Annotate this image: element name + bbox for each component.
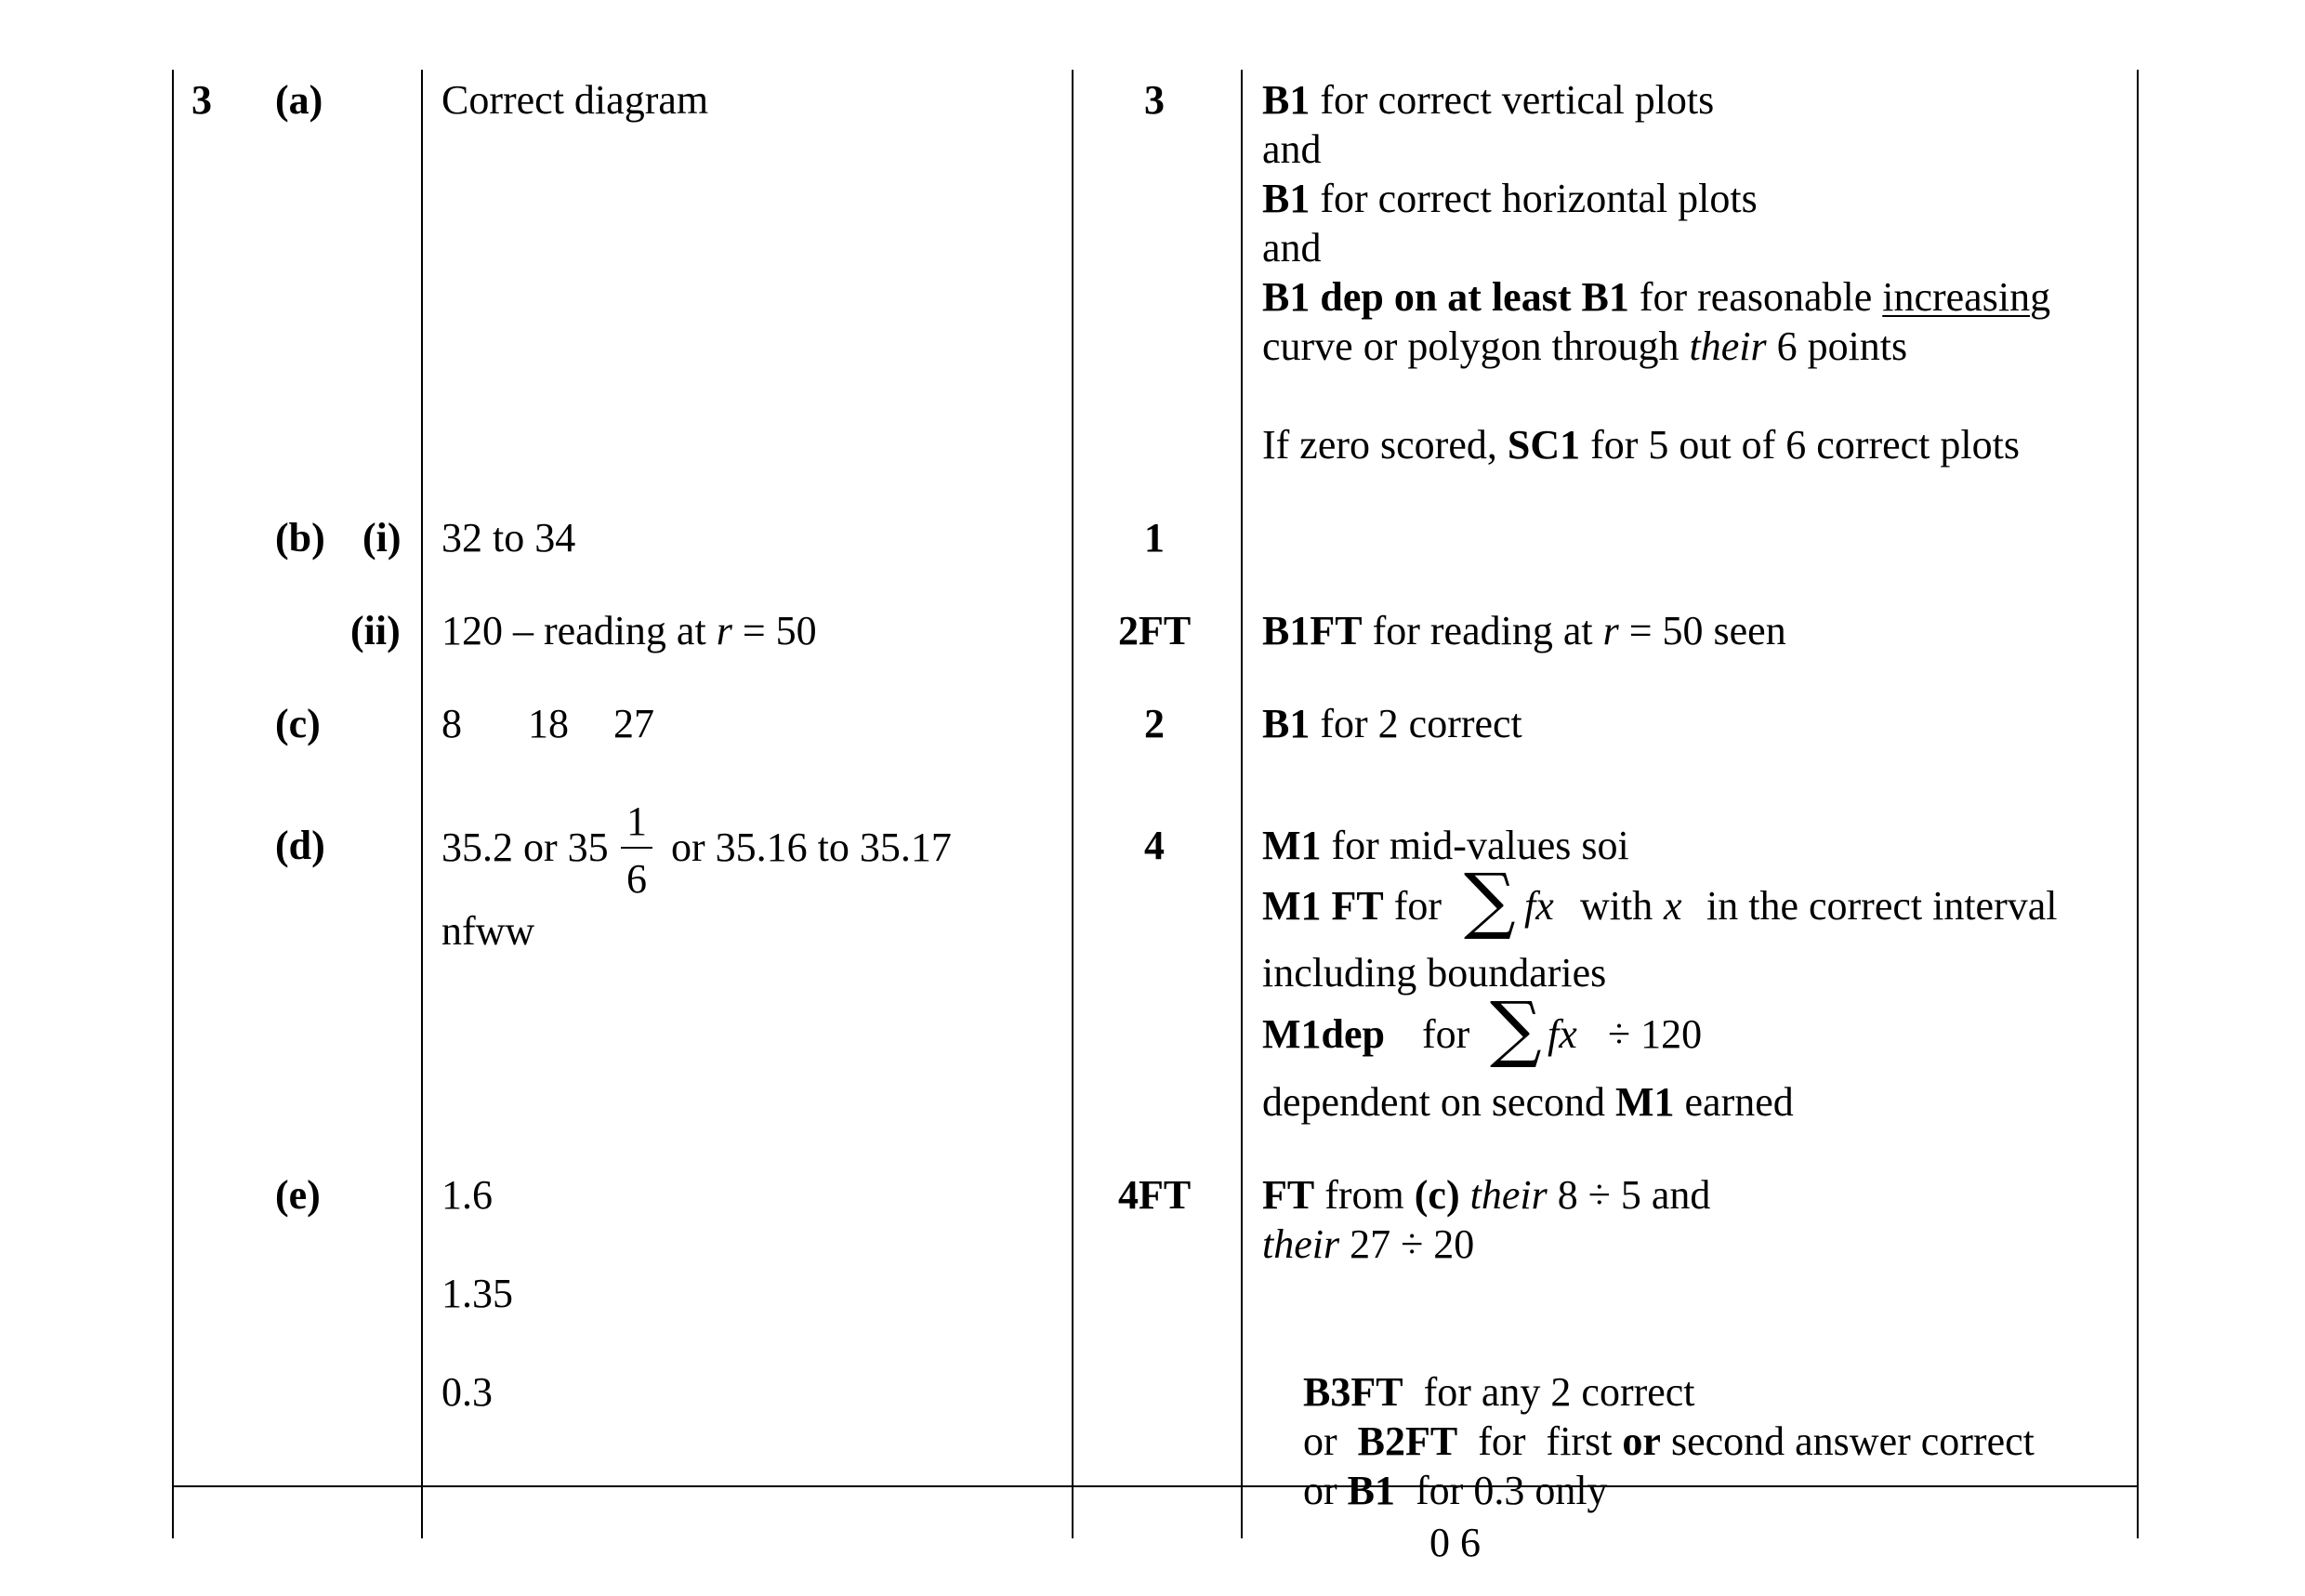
fraction-denominator: 6 <box>626 856 647 902</box>
table-border-right <box>2137 70 2139 1538</box>
fx-term: fx <box>1524 883 1554 929</box>
note-text: 8 ÷ 5 and <box>1547 1172 1711 1218</box>
for-text: for <box>1422 1011 1470 1057</box>
b2ft-code: B2FT <box>1357 1418 1458 1464</box>
column-divider-answer <box>421 70 423 1538</box>
part-ref: (c) <box>1414 1172 1460 1218</box>
sigma-symbol-2: ∑ <box>1490 987 1542 1071</box>
part-b-ii-note <box>1262 606 1786 655</box>
sc1-code: SC1 <box>1507 422 1581 468</box>
note-text: for correct vertical plots <box>1310 77 1715 123</box>
part-b-ii-label: (ii) <box>350 608 401 653</box>
note-text: curve or polygon through <box>1262 323 1690 369</box>
part-a-mark: 3 <box>1144 77 1165 123</box>
m1-code: M1 <box>1262 823 1322 868</box>
part-d-answer-a: 35.2 or 35 <box>441 824 609 870</box>
note-variable: r <box>1602 608 1619 653</box>
part-a-label: (a) <box>275 77 323 123</box>
note-text: 6 points <box>1766 323 1908 369</box>
sigma-symbol: ∑ <box>1464 859 1516 943</box>
part-d-answer-b: or 35.16 to 35.17 <box>671 824 952 870</box>
note-text: or <box>1303 1468 1348 1513</box>
note-text: for 5 out of 6 correct plots <box>1580 422 2020 468</box>
note-text: for reading at <box>1362 608 1603 653</box>
note-text: dependent on second <box>1262 1079 1615 1125</box>
ft-code: FT <box>1262 1172 1315 1218</box>
part-e-answer-3: 0.3 <box>441 1369 493 1415</box>
b1-code: B1 <box>1262 176 1311 221</box>
part-d-note-m1ft <box>1262 881 1442 930</box>
m1ft-code: M1 FT <box>1262 883 1384 929</box>
answer-variable: r <box>716 608 732 653</box>
b1-code: B1 <box>1262 701 1311 746</box>
part-a-note-and2: and <box>1262 225 1322 270</box>
part-d-note-including: including boundaries <box>1262 950 1607 996</box>
note-text: for 0.3 only <box>1395 1468 1608 1513</box>
note-text: for first <box>1457 1418 1623 1464</box>
part-a-note-dep <box>1262 272 2050 322</box>
part-d-note-mid <box>1262 821 1629 870</box>
b1-dep-code: B1 dep on at least B1 <box>1262 274 1629 320</box>
note-text: for mid-values soi <box>1321 823 1629 868</box>
note-italic: their <box>1689 323 1767 369</box>
total-marks-cutoff: 0 6 <box>1429 1520 1481 1565</box>
part-d-label: (d) <box>275 823 325 868</box>
part-a-note-zero <box>1262 420 2020 469</box>
fraction-bar <box>621 847 652 849</box>
note-text: If zero scored, <box>1262 422 1508 468</box>
part-b-i-label: (i) <box>362 515 402 561</box>
part-e-label: (e) <box>275 1172 321 1218</box>
part-c-note <box>1262 699 1522 748</box>
b1-code: B1 <box>1347 1468 1396 1513</box>
part-b-label: (b) <box>275 515 325 561</box>
m1dep-code: M1dep <box>1262 1011 1385 1057</box>
note-text: earned <box>1674 1079 1794 1125</box>
note-text: from <box>1314 1172 1415 1218</box>
part-a-note-curve <box>1262 322 1907 371</box>
fraction-numerator: 1 <box>626 798 647 844</box>
part-e-mark: 4FT <box>1118 1172 1192 1218</box>
note-text: for any 2 correct <box>1403 1369 1695 1415</box>
or-bold: or <box>1622 1418 1661 1464</box>
note-text: 27 ÷ 20 <box>1339 1221 1475 1267</box>
b1ft-code: B1FT <box>1262 608 1363 653</box>
part-e-answer-1: 1.6 <box>441 1172 493 1218</box>
interval-text: in the correct interval <box>1706 883 2058 929</box>
part-c-answer-2: 18 <box>528 701 569 746</box>
note-text: = 50 seen <box>1618 608 1786 653</box>
m1-code: M1 <box>1615 1079 1675 1125</box>
note-text: second answer correct <box>1660 1418 2035 1464</box>
note-text: for correct horizontal plots <box>1310 176 1758 221</box>
part-a-note-vertical <box>1262 75 1714 125</box>
part-b-ii-mark: 2FT <box>1118 608 1192 653</box>
part-e-note-their <box>1262 1220 1474 1269</box>
note-text: for <box>1383 883 1442 929</box>
part-a-answer: Correct diagram <box>441 77 709 123</box>
part-c-answer-1: 8 <box>441 701 462 746</box>
note-italic: their <box>1262 1221 1340 1267</box>
note-text: for 2 correct <box>1310 701 1522 746</box>
part-d-mark: 4 <box>1144 823 1165 868</box>
part-b-ii-answer <box>441 606 817 655</box>
part-e-answer-2: 1.35 <box>441 1271 513 1316</box>
column-divider-mark <box>1072 70 1073 1538</box>
note-italic: their <box>1469 1172 1548 1218</box>
part-c-mark: 2 <box>1144 701 1165 746</box>
b1-code: B1 <box>1262 77 1311 123</box>
part-a-note-and1: and <box>1262 126 1322 172</box>
part-d-note-dependent <box>1262 1077 1794 1127</box>
part-d-nfww: nfww <box>441 908 535 954</box>
part-c-answer-3: 27 <box>613 701 654 746</box>
note-text: or <box>1303 1418 1358 1464</box>
answer-text: 120 – reading at <box>441 608 717 653</box>
note-emphasis: increasing <box>1882 274 2051 320</box>
divide-120: ÷ 120 <box>1608 1011 1703 1057</box>
part-c-label: (c) <box>275 701 321 746</box>
b3ft-code: B3FT <box>1303 1369 1403 1415</box>
question-number: 3 <box>191 77 212 123</box>
note-text: for reasonable <box>1628 274 1883 320</box>
answer-text: = 50 <box>731 608 817 653</box>
with-text: with <box>1580 883 1653 929</box>
part-a-note-horizontal <box>1262 174 1758 223</box>
column-divider-notes <box>1241 70 1243 1538</box>
part-e-note-ft <box>1262 1170 1710 1220</box>
x-variable: x <box>1664 883 1682 929</box>
fx-term-2: fx <box>1548 1011 1577 1057</box>
table-border-left <box>172 70 174 1538</box>
part-b-i-answer: 32 to 34 <box>441 515 576 561</box>
part-b-i-mark: 1 <box>1144 515 1165 561</box>
